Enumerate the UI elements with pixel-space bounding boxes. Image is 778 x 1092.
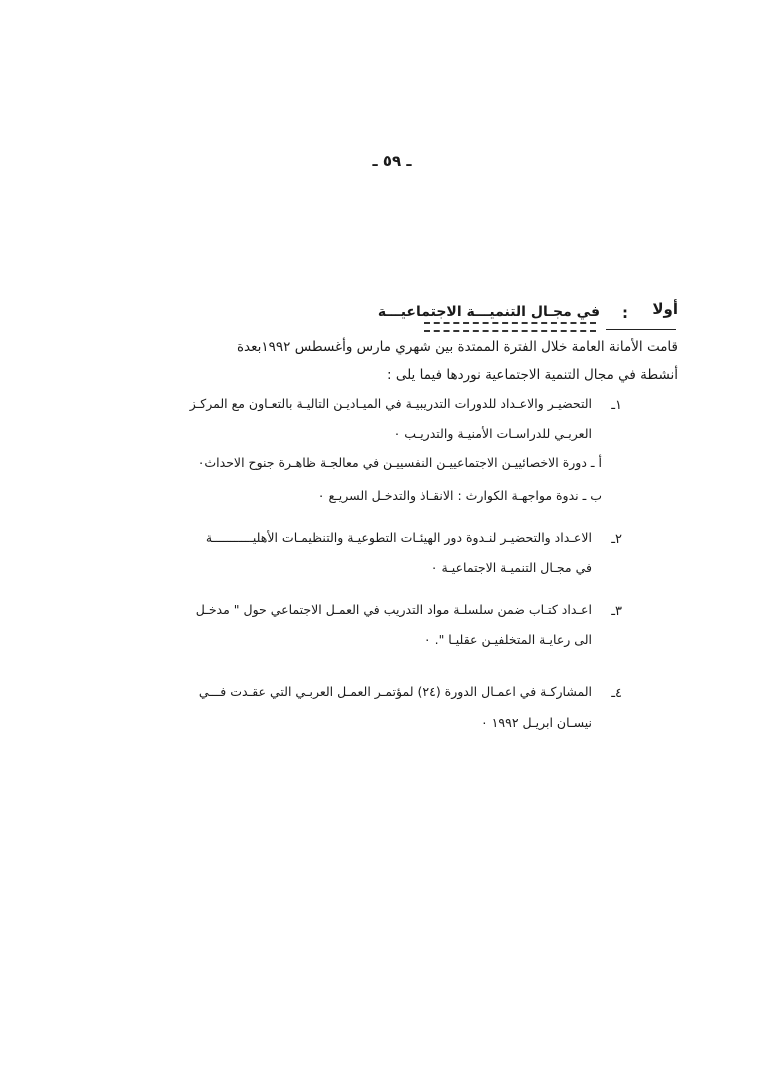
item-line: نيسـان ابريـل ١٩٩٢ ٠ [480,715,592,730]
item-line: اعـداد كتـاب ضمن سلسلـة مواد التدريب في العمـل الاجتماعي حول " مدخـل [195,602,592,617]
intro-line-1: قامت الأمانة العامة خلال الفترة الممتدة بين شهري مارس وأغسطس ١٩٩٢بعدة [236,339,678,355]
item-number: ٢ـ [611,532,622,547]
item-line: الى رعايـة المتخلفيـن عقليـا ". ٠ [423,632,592,647]
item-line: المشاركـة في اعمـال الدورة (٢٤) لمؤتمـر العمـل العربـي التي عقـدت فـــي [198,684,592,699]
sub-item: أ ـ دورة الاخصائييـن الاجتماعييـن النفسييـن في معالجـة ظاهـرة جنوح الاحداث٠ [197,455,602,470]
item-line: التحضيـر والاعـداد للدورات التدريبيـة في الميـاديـن التاليـة بالتعـاون مع المركـز [189,396,592,411]
section-label: أولا [652,300,678,318]
section-title-double-underline [424,322,596,332]
section-label-underline [606,329,676,330]
item-line: الاعـداد والتحضيـر لنـدوة دور الهيئـات التطوعيـة والتنظيمـات الأهليـــــــــــة [205,530,592,545]
section-title: في مجـال التنميـــة الاجتماعيـــة [377,304,600,320]
intro-line-2: أنشطة في مجال التنمية الاجتماعية نوردها فيما يلى : [386,367,678,383]
item-number: ٣ـ [611,604,622,619]
item-line: العربـي للدراسـات الأمنيـة والتدريـب ٠ [393,426,592,441]
sub-item: ب ـ ندوة مواجهـة الكوارث : الانقـاذ والتدخـل السريـع ٠ [317,488,602,503]
page-number: ـ ٥٩ ـ [372,152,412,170]
item-number: ١ـ [611,398,622,413]
item-number: ٤ـ [611,686,622,701]
section-colon: : [622,304,628,322]
item-line: في مجـال التنميـة الاجتماعيـة ٠ [430,560,592,575]
